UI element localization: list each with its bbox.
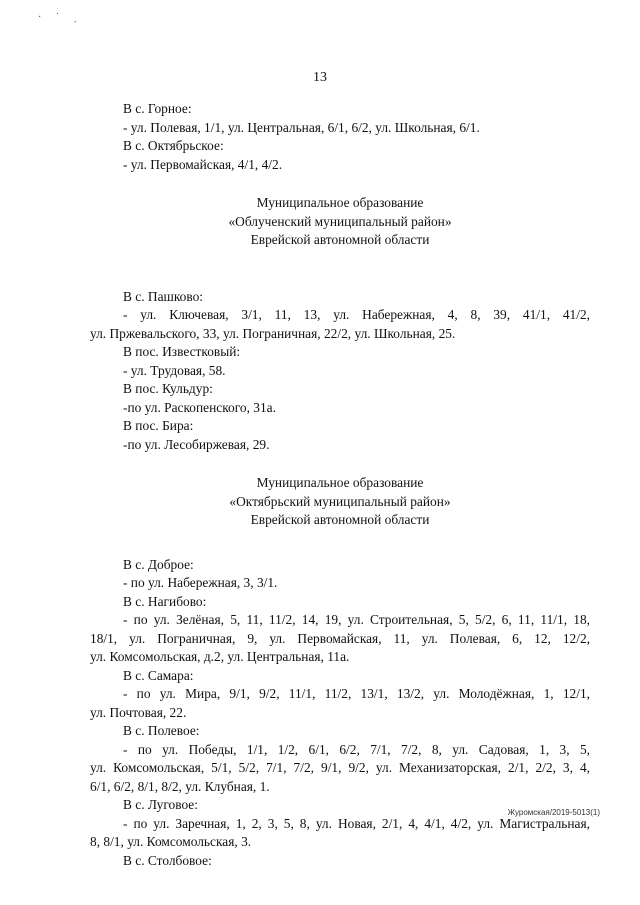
section-heading-1-line-3: Еврейской автономной области [250, 232, 430, 247]
locality-label-gornoe: В с. Горное: [123, 101, 192, 116]
page-number: 13 [313, 70, 327, 85]
street-list-polevoe-line-1: - по ул. Победы, 1/1, 1/2, 6/1, 6/2, 7/1, 7/2, 8, ул. Садовая, 1, 3, 5, [123, 741, 590, 757]
street-list-polevoe-line-3: 6/1, 6/2, 8/1, 8/2, ул. Клубная, 1. [90, 778, 270, 794]
street-list-polevoe-line-2: ул. Комсомольская, 5/1, 5/2, 7/1, 7/2, 9/1, 9/2, ул. Механизаторская, 2/1, 2/2, 3, 4, [90, 760, 590, 775]
street-list-samara-line-1: - по ул. Мира, 9/1, 9/2, 11/1, 11/2, 13/1, 13/2, ул. Молодёжная, 1, 12/1, [123, 686, 590, 701]
street-list-nagibovo-line-2: 18/1, ул. Пограничная, 9, ул. Первомайская, 11, ул. Полевая, 6, 12, 12/2, [90, 630, 590, 646]
locality-label-polevoe: В с. Полевое: [123, 723, 200, 738]
locality-label-stolbovoe: В с. Столбовое: [123, 852, 212, 868]
street-list-lugovoe-line-1: - по ул. Заречная, 1, 2, 3, 5, 8, ул. Новая, 2/1, 4, 4/1, 4/2, ул. Магистральная, [123, 815, 590, 831]
locality-label-pashkovo: В с. Пашково: [123, 288, 204, 304]
document-body [90, 100, 590, 870]
street-list-izvestkovy: - ул. Трудовая, 58. [123, 362, 226, 378]
locality-label-izvestkovy: В пос. Известковый: [123, 344, 241, 359]
street-list-pashkovo-line-1: - ул. Ключевая, 3/1, 11, 13, ул. Набережная, 4, 8, 39, 41/1, 41/2, [123, 307, 590, 322]
street-list-kuldur: -по ул. Раскопенского, 31а. [123, 399, 276, 415]
street-list-nagibovo-line-1: - по ул. Зелёная, 5, 11, 11/2, 14, 19, ул. Строительная, 5, 5/2, 6, 11, 11/1, 18, [123, 612, 590, 627]
scan-specks: · ˙ ˎ [38, 12, 83, 23]
locality-label-samara: В с. Самара: [123, 667, 194, 683]
section-heading-2-line-3: Еврейской автономной области [250, 512, 430, 527]
street-list-samara-line-2: ул. Почтовая, 22. [90, 704, 187, 720]
locality-label-nagibovo: В с. Нагибово: [123, 593, 207, 609]
street-list-oktyabrskoe: - ул. Первомайская, 4/1, 4/2. [123, 156, 283, 172]
section-heading-2-line-1: Муниципальное образование [256, 475, 424, 490]
street-list-lugovoe-line-2: 8, 8/1, ул. Комсомольская, 3. [90, 834, 252, 849]
locality-label-oktyabrskoe: В с. Октябрьское: [123, 138, 224, 153]
street-list-gornoe: - ул. Полевая, 1/1, ул. Центральная, 6/1, 6/2, ул. Школьная, 6/1. [123, 119, 480, 135]
locality-label-bira: В пос. Бира: [123, 418, 194, 433]
locality-label-lugovoe: В с. Луговое: [123, 797, 198, 812]
street-list-nagibovo-line-3: ул. Комсомольская, д.2, ул. Центральная, 11а. [90, 649, 350, 664]
section-heading-2-line-2: «Октябрьский муниципальный район» [229, 493, 451, 509]
locality-label-dobroe: В с. Доброе: [123, 556, 194, 572]
section-heading-1-line-1: Муниципальное образование [256, 195, 424, 210]
document-footer-code: Журомская/2019-5013(1) [507, 808, 600, 817]
locality-label-kuldur: В пос. Кульдур: [123, 381, 213, 396]
street-list-bira: -по ул. Лесобиржевая, 29. [123, 436, 270, 452]
section-heading-1-line-2: «Облученский муниципальный район» [228, 213, 452, 229]
street-list-dobroe: - по ул. Набережная, 3, 3/1. [123, 575, 278, 590]
street-list-pashkovo-line-2: ул. Пржевальского, 33, ул. Пограничная, 22/2, ул. Школьная, 25. [90, 325, 456, 341]
